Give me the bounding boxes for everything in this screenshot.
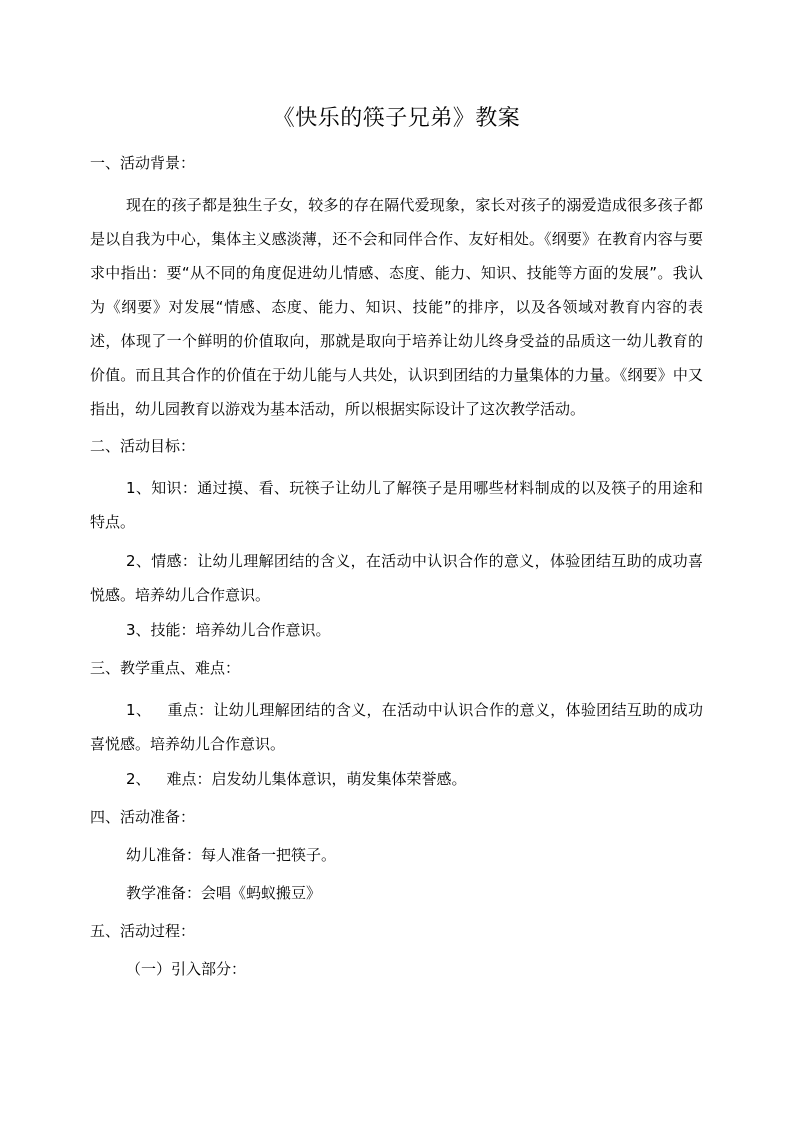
section-heading-key-points: 三、教学重点、难点： xyxy=(90,659,241,677)
section-heading-process: 五、活动过程： xyxy=(90,922,196,940)
goal-item-emotion: 2、情感：让幼儿理解团结的含义，在活动中认识合作的意义，体验团结互助的成功喜悦感。培养幼儿合作意识。 xyxy=(90,552,703,604)
background-paragraph: 现在的孩子都是独生子女，较多的存在隔代爱现象，家长对孩子的溺爱造成很多孩子都是以自我为中心，集体主义感淡薄，还不会和同伴合作、友好相处。《纲要》在教育内容与要求中指出：要“从不同的角度促进幼儿情感、态度、能力、知识、技能等方面的发展”。我认为《纲要》对发展“情感、态度、能力、知识、技能”的排序，以及各领域对教育内容的表述，体现了一个鲜明的价值取向，那就是取向于培养让幼儿终身受益的品质这一幼儿教育的价值。而且其合作的价值在于幼儿能与人共处，认识到团结的力量集体的力量。《纲要》中又指出，幼儿园教育以游戏为基本活动，所以根据实际设计了这次教学活动。 xyxy=(90,196,703,418)
section-heading-background: 一、活动背景： xyxy=(90,154,196,172)
difficulty-item xyxy=(90,766,703,792)
key-point-text: 重点：让幼儿理解团结的含义，在活动中认识合作的意义，体验团结互助的成功喜悦感。培养幼儿合作意识。 xyxy=(90,701,703,753)
document-body xyxy=(90,150,703,994)
difficulty-number: 2、 xyxy=(126,770,151,788)
section-heading-goals: 二、活动目标： xyxy=(90,437,196,455)
goal-item-knowledge: 1、知识：通过摸、看、玩筷子让幼儿了解筷子是用哪些材料制成的以及筷子的用途和特点。 xyxy=(90,479,703,531)
key-point-number: 1、 xyxy=(126,701,152,719)
preparation-item-teaching: 教学准备：会唱《蚂蚁搬豆》 xyxy=(126,884,322,902)
goal-item-skill: 3、技能：培养幼儿合作意识。 xyxy=(126,621,331,639)
document-title: 《快乐的筷子兄弟》教案 xyxy=(272,106,521,131)
preparation-item-children: 幼儿准备：每人准备一把筷子。 xyxy=(126,846,337,864)
difficulty-text: 难点：启发幼儿集体意识，萌发集体荣誉感。 xyxy=(166,770,467,788)
process-sub-heading: （一）引入部分： xyxy=(126,960,247,978)
section-heading-preparation: 四、活动准备： xyxy=(90,808,196,826)
key-point-item xyxy=(90,693,703,761)
